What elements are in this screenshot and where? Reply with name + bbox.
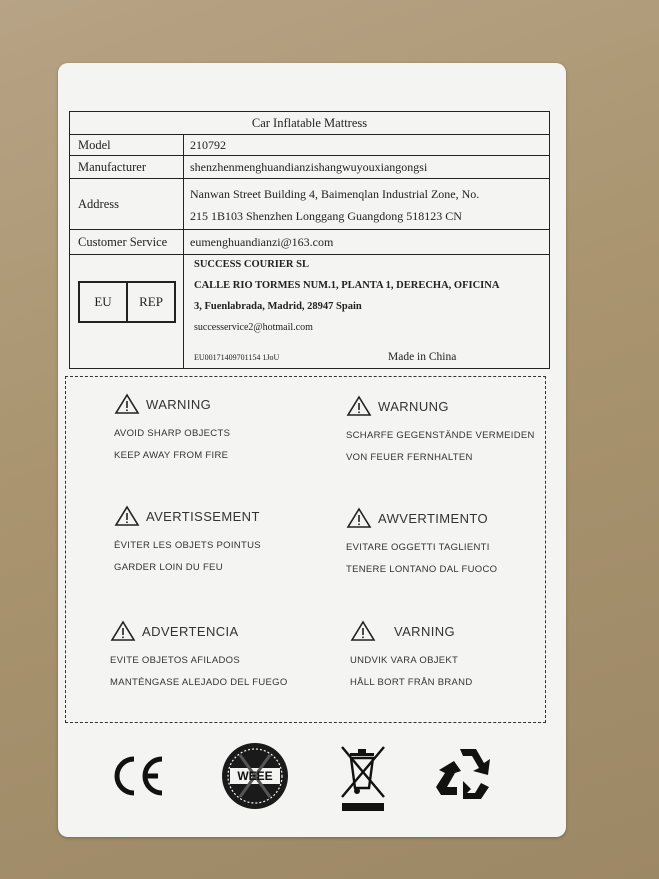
- recycle-icon: [433, 745, 503, 807]
- warning-triangle-icon: [346, 395, 372, 417]
- warning-triangle-icon: [110, 620, 136, 642]
- warning-triangle-icon: [114, 393, 140, 415]
- warning-line-1: ÉVITER LES OBJETS POINTUS: [114, 540, 261, 551]
- rep-city: 3, Fuenlabrada, Madrid, 28947 Spain: [194, 301, 362, 312]
- customer-service-key: Customer Service: [70, 230, 184, 254]
- warning-triangle-icon: [114, 505, 140, 527]
- warning-head: WARNUNG: [378, 398, 449, 414]
- warning-head: AVERTISSEMENT: [146, 508, 260, 524]
- warning-line-1: EVITARE OGGETTI TAGLIENTI: [346, 542, 490, 553]
- address-key: Address: [70, 179, 184, 229]
- row-eu-rep: [70, 255, 549, 368]
- eu-rep-cell: [70, 255, 184, 368]
- customer-service-value: eumenghuandianzi@163.com: [190, 234, 334, 249]
- warning-head: AWVERTIMENTO: [378, 510, 489, 526]
- warning-line-2: HÅLL BORT FRÅN BRAND: [350, 677, 473, 688]
- ce-mark-icon: [108, 753, 168, 799]
- row-address: [70, 179, 549, 230]
- warning-head: ADVERTENCIA: [142, 623, 239, 639]
- row-model: [70, 135, 549, 156]
- row-manufacturer: [70, 156, 549, 179]
- crossed-bin-icon: [338, 743, 388, 813]
- ce-text: [105, 745, 173, 746]
- eu-text: EU: [94, 294, 112, 309]
- warning-head: VARNING: [394, 623, 456, 639]
- warnings-box: [65, 376, 546, 723]
- warning-line-2: TENERE LONTANO DAL FUOCO: [346, 564, 498, 575]
- eu-rep-mark: [78, 281, 176, 323]
- warning-es: [110, 620, 310, 688]
- address-value: [190, 179, 545, 229]
- warning-line-2: GARDER LOIN DU FEU: [114, 562, 223, 573]
- weee-seal-icon: [220, 741, 290, 811]
- address-line-2: 215 1B103 Shenzhen Longgang Guangdong 518123 CN: [190, 209, 462, 223]
- warning-line-1: EVITE OBJETOS AFILADOS: [110, 655, 240, 666]
- warning-en: [114, 393, 314, 461]
- compliance-symbols: [58, 741, 566, 823]
- warning-triangle-icon: [350, 620, 376, 642]
- warning-triangle-icon: [346, 507, 372, 529]
- rep-street: CALLE RIO TORMES NUM.1, PLANTA 1, DERECHA, OFICINA: [194, 280, 500, 291]
- warning-line-2: KEEP AWAY FROM FIRE: [114, 450, 229, 461]
- product-label: [58, 63, 566, 837]
- warning-line-2: MANTÉNGASE ALEJADO DEL FUEGO: [110, 677, 288, 688]
- warning-de: [346, 395, 546, 463]
- model-value: 210792: [190, 137, 226, 152]
- weee-text: WEEE: [237, 769, 273, 783]
- warning-line-1: AVOID SHARP OBJECTS: [114, 428, 231, 439]
- address-line-1: Nanwan Street Building 4, Baimenqlan Industrial Zone, No.: [190, 187, 480, 201]
- warning-head: WARNING: [146, 396, 212, 412]
- spec-table: [69, 111, 550, 369]
- warning-line-2: VON FEUER FERNHALTEN: [346, 452, 473, 463]
- warning-line-1: SCHARFE GEGENSTÄNDE VERMEIDEN: [346, 430, 535, 441]
- registration-code: EU00171409701154 1JoU: [194, 353, 280, 362]
- rep-company: SUCCESS COURIER SL: [194, 259, 309, 270]
- rep-text: REP: [126, 283, 174, 321]
- row-customer-service: [70, 230, 549, 255]
- warning-line-1: UNDVIK VARA OBJEKT: [350, 655, 459, 666]
- manufacturer-key: Manufacturer: [70, 156, 184, 178]
- model-key: Model: [70, 135, 184, 155]
- rep-email: successervice2@hotmail.com: [194, 322, 313, 333]
- manufacturer-value: shenzhenmenghuandianzishangwuyouxiangongsi: [190, 159, 428, 174]
- warning-fr: [114, 505, 314, 573]
- rep-address: [194, 259, 541, 343]
- warning-it: [346, 507, 546, 575]
- made-in: Made in China: [388, 351, 457, 363]
- warning-sv: [350, 620, 540, 688]
- spec-title: Car Inflatable Mattress: [70, 112, 549, 135]
